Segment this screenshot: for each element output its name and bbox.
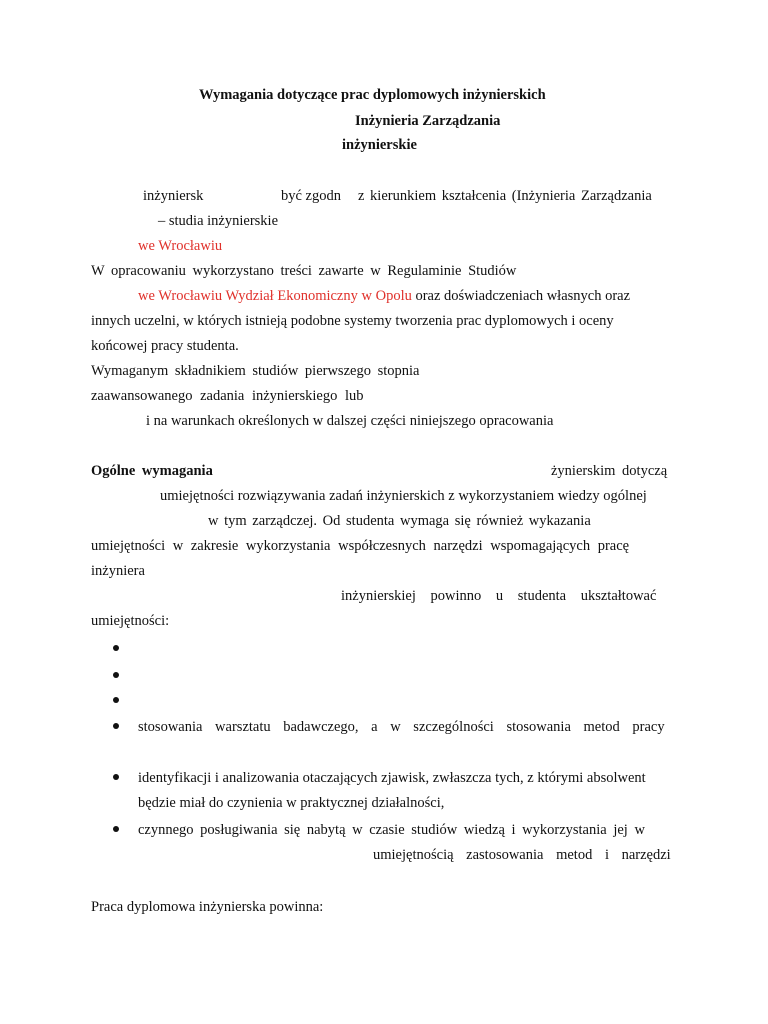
p2-line-2 [138, 287, 630, 305]
p1-text-d: – studia inżynierskie [158, 213, 279, 229]
p2-line-1: W opracowaniu wykorzystano treści zawarte w Regulaminie Studiów [91, 263, 517, 279]
bullet-5 [113, 774, 119, 780]
bullet-1 [113, 645, 119, 651]
last-line: Praca dyplomowa inżynierska powinna: [91, 899, 324, 915]
s1-line-6: inżynierskiej powinno u studenta ukształtować [341, 588, 657, 604]
title-line-1: Wymagania dotyczące prac dyplomowych inżynierskich [199, 87, 546, 103]
bullet-6 [113, 826, 119, 832]
p3-line-3: i na warunkach określonych w dalszej części niniejszego opracowania [146, 413, 554, 429]
p2-line-3: innych uczelni, w których istnieją podobne systemy tworzenia prac dyplomowych i oceny [91, 313, 614, 329]
p2-line-4: końcowej pracy studenta. [91, 338, 239, 354]
bullet-3 [113, 697, 119, 703]
p1-text-a: inżyniersk [143, 188, 204, 204]
s1-line-2: umiejętności rozwiązywania zadań inżynierskich z wykorzystaniem wiedzy ogólnej [160, 488, 647, 504]
p1-text-c: z kierunkiem kształcenia (Inżynieria Zarządzania [358, 188, 652, 204]
s1-line-1-right: żynierskim dotyczą [551, 463, 668, 479]
p2-line-2-rest: oraz doświadczeniach własnych oraz [415, 288, 631, 304]
s1-line-5: inżyniera [91, 563, 145, 579]
bullet-6-line-2: umiejętnością zastosowania metod i narzędzi [373, 847, 671, 863]
p2-red-text: we Wrocławiu Wydział Ekonomiczny w Opolu [138, 288, 412, 304]
bullet-6-line-1: czynnego posługiwania się nabytą w czasie studiów wiedzą i wykorzystania jej w [138, 822, 645, 838]
bullet-2 [113, 672, 119, 678]
bullet-5-line-1: identyfikacji i analizowania otaczających zjawisk, zwłaszcza tych, z którymi absolwent [138, 770, 646, 786]
title-line-3: inżynierskie [342, 137, 417, 153]
title-line-2: Inżynieria Zarządzania [355, 113, 501, 129]
bullet-4-text: stosowania warsztatu badawczego, a w szczególności stosowania metod pracy [138, 719, 665, 735]
p1-text-b: być zgodn [281, 188, 341, 204]
s1-line-7: umiejętności: [91, 613, 170, 629]
p3-line-2: zaawansowanego zadania inżynierskiego lub [91, 388, 364, 404]
p1-red-text: we Wrocławiu [138, 238, 223, 254]
s1-line-4: umiejętności w zakresie wykorzystania współczesnych narzędzi wspomagających pracę [91, 538, 630, 554]
section-heading: Ogólne wymagania [91, 463, 213, 479]
s1-line-3: w tym zarządczej. Od studenta wymaga się również wykazania [208, 513, 591, 529]
bullet-5-line-2: będzie miał do czynienia w praktycznej działalności, [138, 795, 445, 811]
p3-line-1: Wymaganym składnikiem studiów pierwszego stopnia [91, 363, 420, 379]
bullet-4 [113, 723, 119, 729]
